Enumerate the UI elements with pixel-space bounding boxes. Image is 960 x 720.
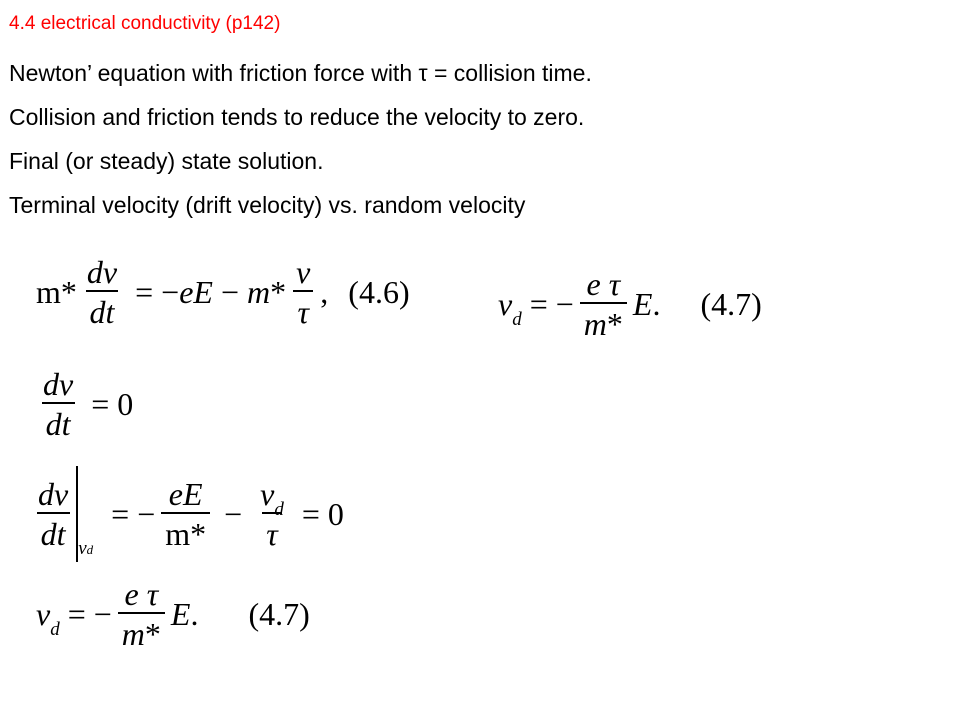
- text-line-steady-state: Final (or steady) state solution.: [9, 148, 324, 174]
- fraction-dv-dt: $\frac{dv}{dt}$: [86, 254, 118, 330]
- fraction-etau-mstar: $\frac{\text{e τ}}{m*}$: [580, 268, 627, 340]
- text-line-collision: Collision and friction tends to reduce the velocity to zero.: [9, 104, 585, 130]
- fraction-v-tau: $\frac{v}{\tau}$: [292, 256, 314, 328]
- text-line-newton: Newton’ equation with friction force with τ = collision time.: [9, 60, 592, 86]
- equation-evaluated: $\frac{dv}{dt}$ vd = − $\frac{eE}{m*}$ − $\frac{v_d}{\tau}$ = 0: [28, 466, 344, 562]
- equation-4-6: m* $\frac{dv}{dt}$ = −eE − m* $\frac{v}{\tau}$ , (4.6): [36, 254, 410, 330]
- equation-4-7-bottom: $v_d$ = − $\frac{\text{e τ}}{m*}$ E . (4.7): [36, 576, 310, 652]
- text-lines: [9, 59, 592, 235]
- equation-steady-state: $\frac{dv}{dt}$ = 0: [33, 368, 133, 440]
- fraction-dv-dt: $\frac{dv}{dt}$: [43, 366, 74, 442]
- equation-4-7-top: $v_d$ = − $\frac{\text{e τ}}{m*}$ E . (4.7): [498, 266, 762, 342]
- equation-label: (4.6): [348, 274, 410, 310]
- fraction-etau-mstar: $\frac{\text{e τ}}{m*}$: [118, 578, 165, 650]
- fraction-vd-tau: $\frac{v_d}{\tau}$: [260, 476, 284, 552]
- equation-label: (4.7): [248, 596, 310, 632]
- text-line-terminal-velocity: Terminal velocity (drift velocity) vs. random velocity: [9, 192, 526, 218]
- fraction-dv-dt: $\frac{dv}{dt}$: [38, 476, 69, 552]
- slide-heading: 4.4 electrical conductivity (p142): [9, 13, 281, 34]
- equation-label: (4.7): [700, 286, 762, 322]
- fraction-eE-mstar: $\frac{eE}{m*}$: [161, 478, 210, 550]
